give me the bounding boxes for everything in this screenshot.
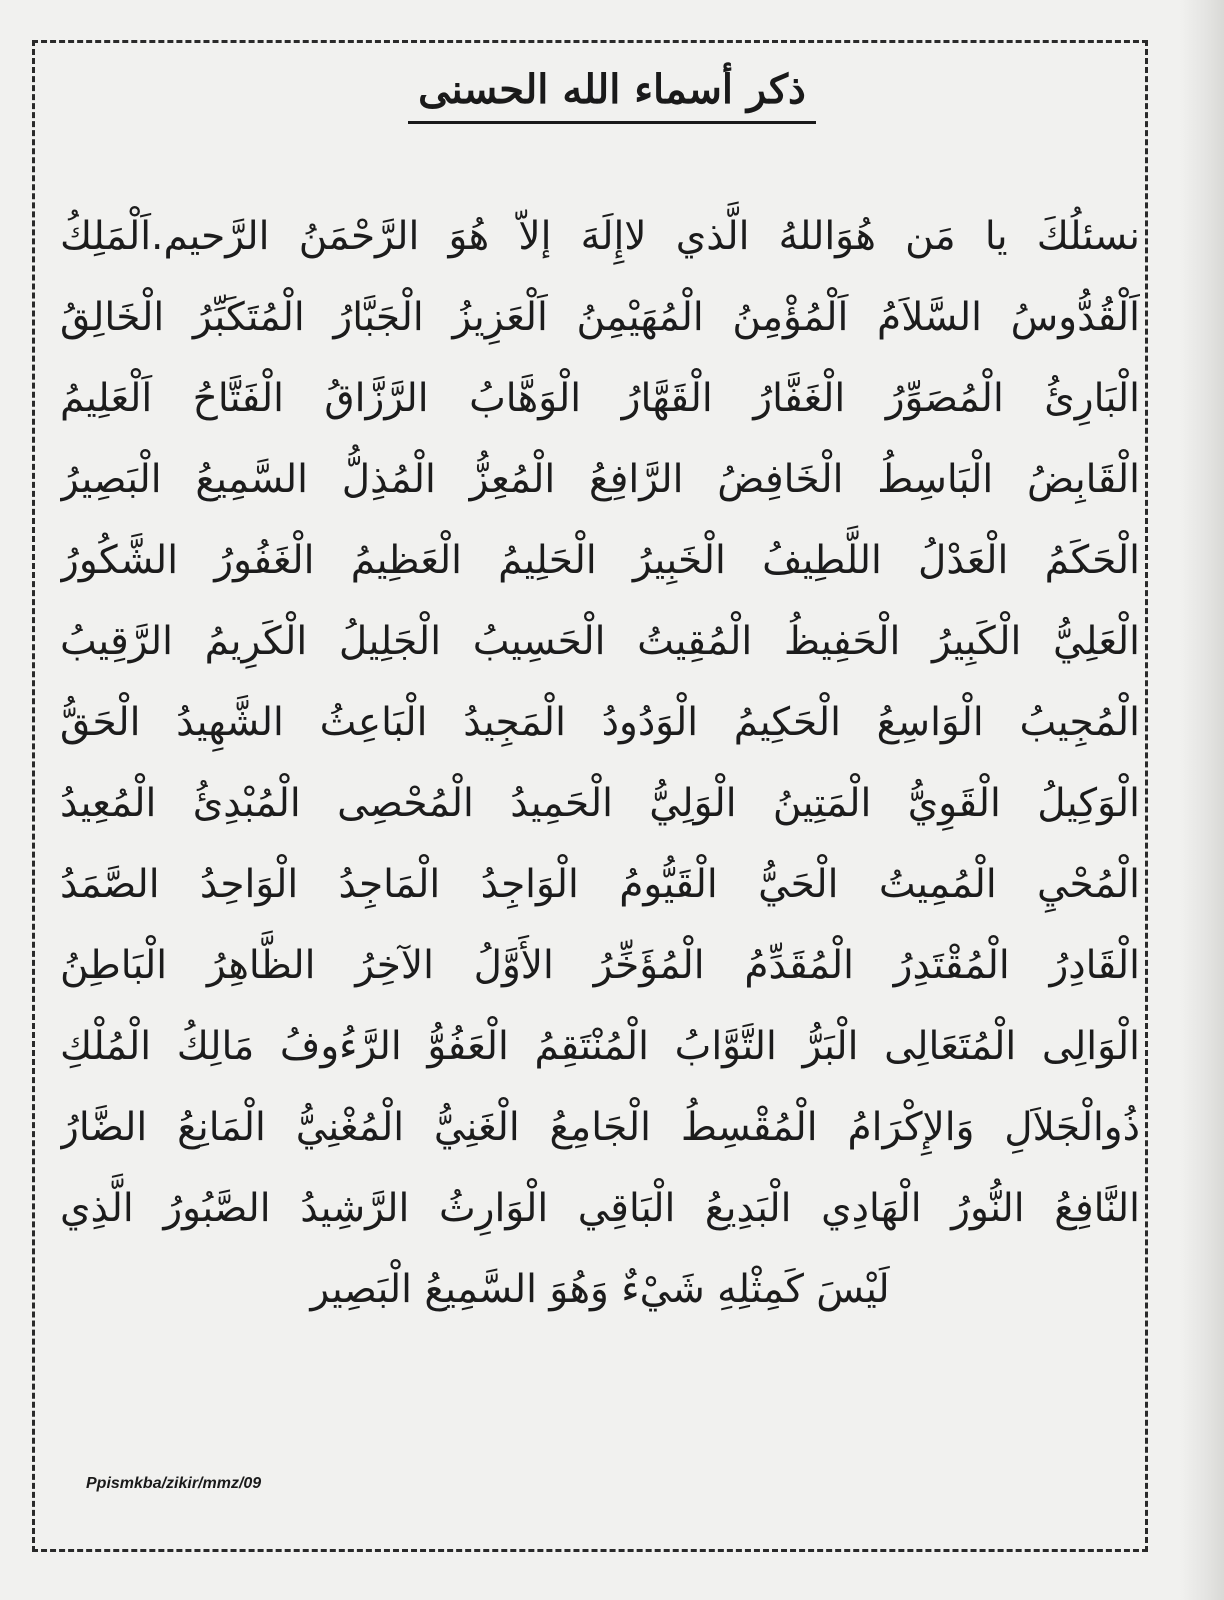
- text-line-9: الْمُحْيِ الْمُمِيتُ الْحَيُّ الْقَيُّومُ الْوَاجِدُ الْمَاجِدُ الْوَاحِدُ الصَّمَدُ: [60, 862, 1140, 907]
- scan-edge: [1180, 0, 1224, 1600]
- text-line-8: الْوَكِيلُ الْقَوِيُّ الْمَتِينُ الْوَلِيُّ الْحَمِيدُ الْمُحْصِى الْمُبْدِئُ الْمُعِيدُ: [60, 781, 1140, 826]
- text-line-10: الْقَادِرُ الْمُقْتَدِرُ الْمُقَدِّمُ الْمُؤَخِّرُ الأَوَّلُ الآخِرُ الظَّاهِرُ الْبَاطِنُ: [60, 943, 1140, 988]
- text-line-4: الْقَابِضُ الْبَاسِطُ الْخَافِضُ الرَّافِعُ الْمُعِزُّ الْمُذِلُّ السَّمِيعُ الْبَصِيرُ: [60, 457, 1140, 502]
- page-title-container: [0, 66, 1224, 124]
- text-line-2: اَلْقُدُّوسُ السَّلاَمُ اَلْمُؤْمِنُ الْمُهَيْمِنُ اَلْعَزِيزُ الْجَبَّارُ الْمُتَكَبِّرُ الْخَالِقُ: [60, 295, 1140, 340]
- prayer-text: [60, 196, 1140, 1330]
- text-line-7: الْمُجِيبُ الْوَاسِعُ الْحَكِيمُ الْوَدُودُ الْمَجِيدُ الْبَاعِثُ الشَّهِيدُ الْحَقُّ: [60, 700, 1140, 745]
- text-line-14: لَيْسَ كَمِثْلِهِ شَيْءٌ وَهُوَ السَّمِيعُ الْبَصِير: [310, 1267, 890, 1312]
- footer-reference: Ppismkba/zikir/mmz/09: [86, 1475, 262, 1492]
- text-line-11: الْوَالِى الْمُتَعَالِى الْبَرُّ التَّوَّابُ الْمُنْتَقِمُ الْعَفُوُّ الرَّءُوفُ مَالِكُ الْمُلْكِ: [60, 1024, 1140, 1069]
- page-title: ذكر أسماء الله الحسنى: [408, 66, 816, 124]
- text-line-3: الْبَارِئُ الْمُصَوِّرُ الْغَفَّارُ الْقَهَّارُ الْوَهَّابُ الرَّزَّاقُ الْفَتَّاحُ اَلْعَلِيمُ: [60, 376, 1140, 421]
- text-line-1: نسئلُكَ يا مَن هُوَاللهُ الَّذي لاإِلَهَ إلاّ هُوَ الرَّحْمَنُ الرَّحيم.اَلْمَلِكُ: [60, 214, 1140, 259]
- text-line-13: النَّافِعُ النُّورُ الْهَادِي الْبَدِيعُ الْبَاقِي الْوَارِثُ الرَّشِيدُ الصَّبُورُ الَّذِي: [60, 1186, 1140, 1231]
- text-line-5: الْحَكَمُ الْعَدْلُ اللَّطِيفُ الْخَبِيرُ الْحَلِيمُ الْعَظِيمُ الْغَفُورُ الشَّكُورُ: [60, 538, 1140, 583]
- text-line-12: ذُوالْجَلاَلِ وَالإِكْرَامُ الْمُقْسِطُ الْجَامِعُ الْغَنِيُّ الْمُغْنِيُّ الْمَانِعُ الضَّارُ: [60, 1105, 1140, 1150]
- text-line-6: الْعَلِيُّ الْكَبِيرُ الْحَفِيظُ الْمُقِيتُ الْحَسِيبُ الْجَلِيلُ الْكَرِيمُ الرَّقِيبُ: [60, 619, 1140, 664]
